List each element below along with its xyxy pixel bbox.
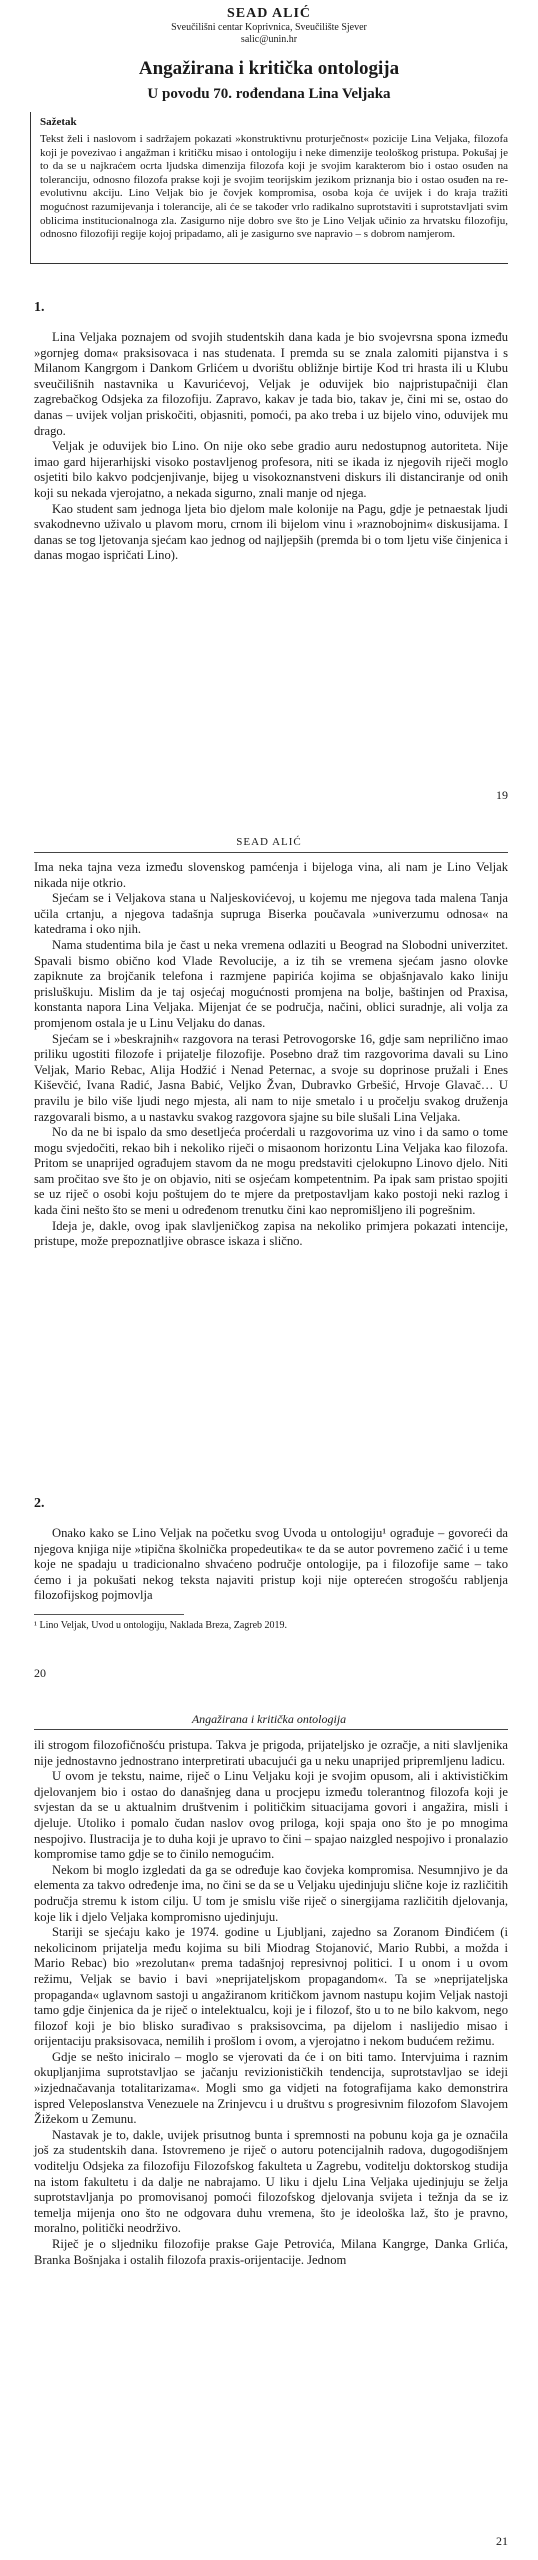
paragraph: Nekom bi moglo izgledati da ga se određuje kao čovjeka kompromisa. Nesumnjivo je da elementa za takvo određenje ima, no čini se da se u Veljaku ujedinjuju slične koje iz različitih područja stremu k istom cilju. U tom je smislu više riječ o sinergijama različitih djelovanja, koje lik i djelo Veljaka kompromisno ujedinjuju. [34,1862,508,1924]
paragraph: No da ne bi ispalo da smo desetljeća proćerdali u razgovorima uz vino i da samo o tome mogu svjedočiti, rekao bih i nekoliko riječi o misaonom horizontu Lina Veljaka kao filozofa. Pritom se unaprijed ograđujem stavom da ne mogu predstaviti cjelokupno Linovo djelo. Niti sam pročitao sve što je on objavio, niti se osjećam kompetentnim. Pa ipak sam pristao spojiti se uz riječ o osobi koju poštujem do te mjere da pretpostavljam kako postoji neki razlog i kada čini nešto što se meni u određenom trenutku čini kao nepromišljeno ili pogrešnim. [34,1125,508,1218]
page-number: 21 [496,2534,508,2548]
running-head: Angažirana i kritička ontologija [191,1712,347,1726]
paragraph: Ima neka tajna veza između slovenskog pamćenja i bijeloga vina, ali nam je Lino Veljak nikada nije otkrio. [34,860,508,890]
author-name: SEAD ALIĆ [226,6,312,21]
section-number: 2. [34,1496,45,1511]
footnote-rule [34,1614,184,1615]
abstract-box [30,112,508,264]
article-title: Angažirana i kritička ontologija [138,58,400,79]
author-email: salic@unin.hr [240,34,298,45]
paragraph: Gdje se nešto iniciralo – moglo se vjerovati da će i on biti tamo. Intervjuima i raznim okupljanjima suprotstavljao se jačanju revizionističkih tendencija, suprotstavljao se ideji »izjednačavanja totalitarizama«. Mogli smo ga vidjeti na fotografijama kako demonstrira ispred Veleposlanstva Venezuele na Zrinjevcu i u društvu s progresivnim filozofom Slavojem Žižekom u Zemunu. [34,2049,508,2127]
body-text [34,860,508,1250]
paragraph: Stariji se sjećaju kako je 1974. godine u Ljubljani, zajedno sa Zoranom Đinđićem (i nekolicinom prijatelja među kojima su bili Miodrag Stojanović, Mario Rubbi, a možda i Mario Rebac) bio »rezolutan« prema tadašnjoj represivnoj politici. I u onom i u ovom režimu, Veljak se bavio i bavi »neprijateljskom propagandom«. Ta se »neprijateljska propaganda« uglavnom sastoji u angažiranom kritičkom javnom nastupu kojim Veljak nastoji tamo gdje činjenica da je riječ o intelektualcu, koji je i filozof, što u to ne bilo kakvom, nego filozof koji je bio blisko surađivao s praksisovcima, pa dijelom i naslijedio misao i orijentaciju praksisovaca, nemilih i prošlom i ovom, a vjerojatno i nekom budućem režimu. [34,1925,508,2049]
page-number: 19 [496,788,508,802]
body-text [34,330,508,564]
paragraph: U ovom je tekstu, naime, riječ o Linu Veljaku koji je svojim opusom, ali i aktivističkim djelovanjem bio i ostao do današnjeg dana u procjepu između tolerantnog filozofa koji je svjestan da se u aktualnim društvenim i političkim situacijama govori i angažira, misli i djeluje. Utoliko i pomalo čudan naslov ovog priloga, koji spaja ono što je po mnogima nespojivo. Ilustracija je to duha koji je upravo to čini – spajao naizgled nespojivo i pronalazio kompromise tamo gdje se to činilo nemogućim. [34,1769,508,1862]
running-head: SEAD ALIĆ [236,836,302,848]
paragraph: Riječ je o sljedniku filozofije prakse Gaje Petrovića, Milana Kangrge, Danka Grlića, Branka Bošnjaka i ostalih filozofa praxis-orijentacije. Jednom [34,2237,508,2267]
header-rule [34,852,508,853]
abstract-heading: Sažetak [40,116,77,128]
article-subtitle: U povodu 70. rođendana Lina Veljaka [147,86,391,102]
page-21 [0,1712,538,2560]
abstract-text: Tekst želi i naslovom i sadržajem pokazati »konstruktivnu proturječnost« pozicije Lina Veljaka, filozofa koji je povezivao i angažman i kritičku misao i ontologiju i neke dimenzije teološkog pristupa. Pokušaj je to da se u najkraćem ocrta ljudska dimenzija filozofa koji je svojim karakterom bio i ostao osuđen na toleranciju, odnosno filozofa prakse koji je svojim teorijskim jezikom priznanja bio i ostao osuđen na re-evolutivnu akciju. Lino Veljak bio je čovjek kompromisa, osoba koja će uvijek i do kraja tražiti mogućnost razumijevanja i tolerancije, ali će se također vrlo radikalno suprotstaviti i suprotstavljati svim oblicima institucionalnoga zla. Zasigurno nije dobro sve što je Lino Veljak učinio za hrvatsku filozofiju, odnosno filozofiji regije kojoj pripadamo, ali je zasigurno sve napravio – s dobrom namjerom. [40,133,508,241]
paragraph: Ideja je, dakle, ovog ipak slavljeničkog zapisa na nekoliko primjera pokazati intencije, pristupe, može prepoznatljive obrasce iskaza i slično. [34,1218,508,1249]
body-text [34,1526,508,1604]
paragraph: Lina Veljaka poznajem od svojih studentskih dana kada je bio svojevrsna spona između »gornjeg doma« praksisovaca i nas studenata. I premda su se znala zalomiti pijanstva i s Milanom Kangrgom i Dankom Grlićem u dvorištu obližnje birtije Kod tri hrasta ili u Klubu sveučilišnih nastavnika u Kavurićevoj, Veljak je oduvijek bio najpristupačniji član zagrebačkog Odsjeka za filozofiju. Zapravo, kakav je tada bio, takav je, čini mi se, ostao do danas – uvijek voljan priskočiti, objasniti, pomoći, pa ako treba i uz bijelo vino, oduvijek mu drago. [34,330,508,438]
author-affiliation: Sveučilišni centar Koprivnica, Sveučilište Sjever [171,22,367,33]
paragraph: Nama studentima bila je čast u neka vremena odlaziti u Beograd na Slobodni univerzitet. Spavali bismo obično kod Vlade Revolucije, a iz tih se vremena sjećam jasno olovke zapiknute za brojčanik telefona i razmjene papirića kojima se objašnjavalo kako liniju prisluškuju. Mislim da je taj osjećaj mogućnosti promjena na bolje, baštinjen od Praxisa, konstanta napora Lina Veljaka. Mijenjat će se područja, načini, oblici suradnje, ali volja za promjenom ostala je u Linu Veljaku do danas. [34,937,508,1030]
body-text [34,1738,508,2268]
page-20 [0,836,538,1696]
author-block [0,6,538,46]
paragraph: ili strogom filozofičnošću pristupa. Takva je prigoda, prijateljsko je ozračje, a niti slavljenika nije jednostavno jednostrano interpretirati ubacujući ga u neku unaprijed pripremljenu ladicu. [34,1738,508,1768]
page-number: 20 [34,1666,46,1680]
paragraph: Veljak je oduvijek bio Lino. On nije oko sebe gradio auru nedostupnog autoriteta. Nije imao gard hijerarhijski visoko postavljenog profesora, niti se ikada iz njegovih riječi moglo osjetiti bilo kakvo podcjenjivanje, bijeg u visokoznanstveni diskurs ili distanciranje od onih koji su nekada vjerojatno, a nekada sigurno, znali manje od njega. [34,439,508,500]
header-rule [34,1729,508,1730]
paragraph: Onako kako se Lino Veljak na početku svog Uvoda u ontologiju¹ ograđuje – govoreći da njegova knjiga nije »tipična školnička propedeutika« te da se autor povremeno začić i u teme koje ne spadaju u tradicionalno shvaćeno područje ontologije, pa i filozofije same – tako ćemo i ja pokušati nekog teksta najaviti pristup koji nije opterećen strogošću rabljenja filozofijskog pojmovlja [34,1526,508,1603]
paragraph: Sjećam se i »beskrajnih« razgovora na terasi Petrovogorske 16, gdje sam neprilično imao priliku ugostiti filozofe i prijatelje filozofije. Posebno draž tim razgovorima davali su Lino Veljak, Mario Rebac, Alija Hodžić i Nenad Peternac, a svoje su doprinose pružali i Enes Kiševčić, Ivana Radić, Jasna Babić, Veljko Žvan, Dubravko Grbešić, Hrvoje Glavač… U pravilu je bilo više ljudi nego mjesta, ali nam to nije smetalo i u pročelju svakog druženja razgovarali bismo, a u nastavku svakog razgovora sjajne su bile slušali Lina Veljaka. [34,1031,508,1124]
footnote: ¹ Lino Veljak, Uvod u ontologiju, Naklada Breza, Zagreb 2019. [34,1620,288,1631]
section-number: 1. [34,300,45,315]
paragraph: Nastavak je to, dakle, uvijek prisutnog bunta i spremnosti na pobunu koja ga je označila još za studentskih dana. Istovremeno je riječ o autoru potencijalnih radova, dugogodišnjem voditelju Odsjeka za filozofiju Filozofskog fakulteta u Zagrebu, voditelju doktorskog studija na istom fakultetu i da dalje ne nabrajamo. U liku i djelu Lina Veljaka ujedinjuju se želja suprotstavljanja po promovisanoj pomoći filozofskog djelovanja svijeta i težnja da se iz temelja mijenja ono što ne odgovara duhu vremena, što je ideološka laž, što je pravno, moralno, politički neodrživo. [34,2127,508,2236]
page-19 [0,0,538,820]
paragraph: Sjećam se i Veljakova stana u Naljeskovićevoj, u kojemu me njegova tada malena Tanja učila crtanju, a njegova tadašnja supruga Biserka poučavala »univerzumu odnosa« na katedrama i oko njih. [34,891,508,937]
paragraph: Kao student sam jednoga ljeta bio djelom male kolonije na Pagu, gdje je petnaestak ljudi svakodnevno uživalo u plavom moru, crnom ili bijelom vinu i »raznobojnim« diskusijama. I danas se tog ljetovanja sjećam kao jednog od najljepših (premda bi o tom ljetu više činjenica i danas mogao ispričati Lino). [34,501,508,563]
